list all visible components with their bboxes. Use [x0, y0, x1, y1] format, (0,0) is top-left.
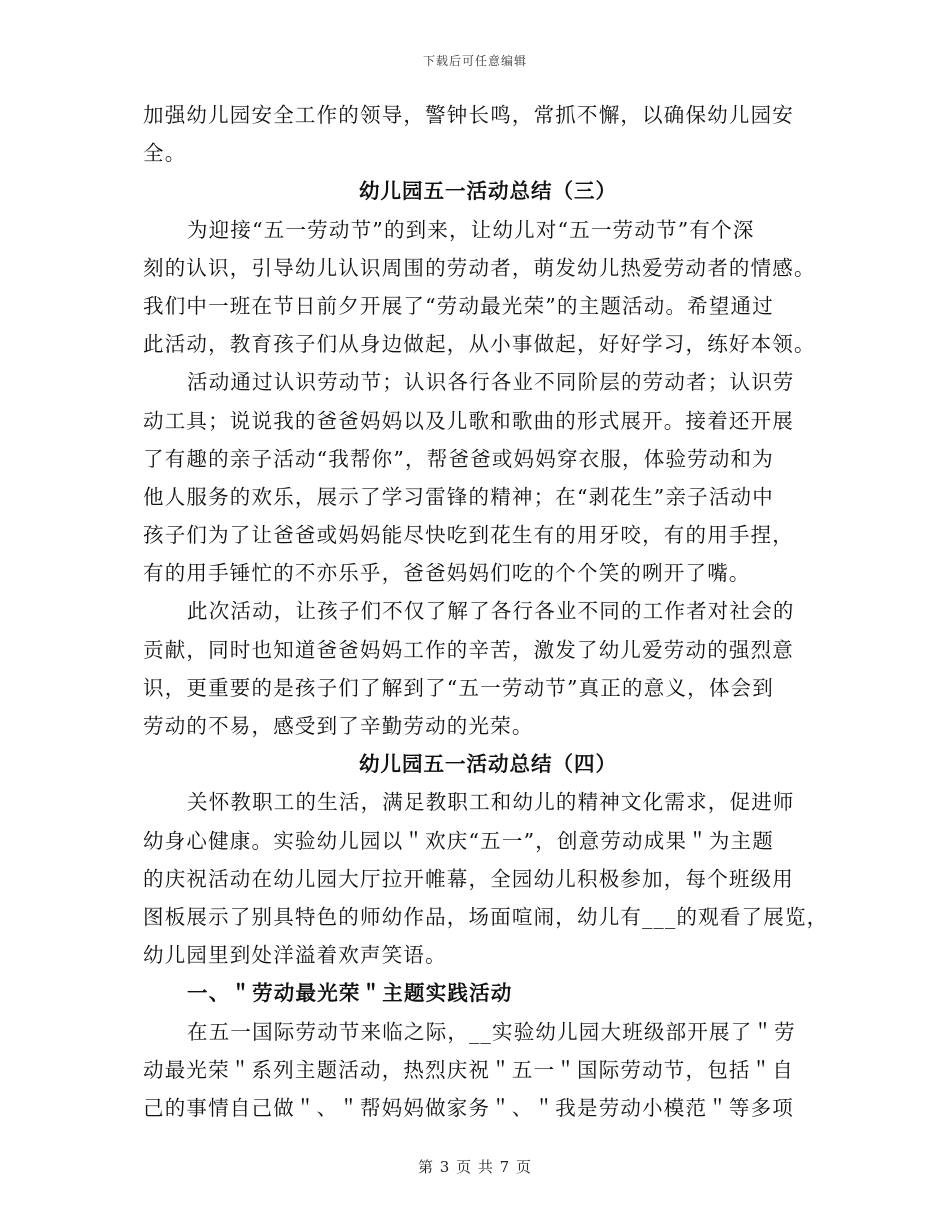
page-header: 下载后可任意编辑 [422, 54, 527, 68]
text-line: 贡献，同时也知道爸爸妈妈工作的辛苦，激发了幼儿爱劳动的强烈意 [143, 637, 794, 662]
text-line: 己的事情自己做＂、＂帮妈妈做家务＂、＂我是劳动小模范＂等多项 [143, 1095, 794, 1120]
section-heading: 幼儿园五一活动总结（四） [359, 752, 617, 777]
page-number-footer: 第 3 页 共 7 页 [418, 1158, 532, 1176]
text-line: 动最光荣＂系列主题活动，热烈庆祝＂五一＂国际劳动节，包括＂自 [143, 1057, 794, 1082]
text-line: 劳动的不易，感受到了辛勤劳动的光荣。 [143, 714, 534, 738]
text-line: 全。 [143, 141, 187, 166]
paragraph-start: 此次活动，让孩子们不仅了解了各行各业不同的工作者对社会的 [187, 599, 795, 624]
text-line: 加强幼儿园安全工作的领导，警钟长鸣，常抓不懈，以确保幼儿园安 [143, 103, 794, 127]
subsection-heading: 一、＂劳动最光荣＂主题实践活动 [187, 981, 513, 1006]
paragraph-start: 为迎接“五一劳动节”的到来，让幼儿对“五一劳动节”有个深 [187, 217, 755, 242]
text-line: 我们中一班在节日前夕开展了“劳动最光荣”的主题活动。希望通过 [143, 293, 774, 318]
text-line: 有的用手锤忙的不亦乐乎，爸爸妈妈们吃的个个笑的咧开了嘴。 [143, 561, 751, 586]
text-line: 幼身心健康。实验幼儿园以＂欢庆“五一”，创意劳动成果＂为主题 [143, 828, 774, 853]
text-line: 的庆祝活动在幼儿园大厅拉开帷幕，全园幼儿积极参加，每个班级用 [143, 866, 794, 891]
text-line: 动工具；说说我的爸爸妈妈以及儿歌和歌曲的形式展开。接着还开展 [143, 408, 794, 433]
text-line: 刻的认识，引导幼儿认识周围的劳动者，萌发幼儿热爱劳动者的情感。 [143, 255, 816, 280]
paragraph-start: 活动通过认识劳动节；认识各行各业不同阶层的劳动者；认识劳 [187, 370, 795, 395]
text-line: 孩子们为了让爸爸或妈妈能尽快吃到花生有的用牙咬，有的用手捏， [143, 523, 794, 548]
document-body [143, 96, 829, 1127]
text-line: 了有趣的亲子活动“我帮你”，帮爸爸或妈妈穿衣服，体验劳动和为 [143, 446, 774, 471]
paragraph-start: 在五一国际劳动节来临之际，__实验幼儿园大班级部开展了＂劳 [187, 1019, 796, 1044]
text-line: 识，更重要的是孩子们了解到了“五一劳动节”真正的意义，体会到 [143, 675, 774, 700]
text-line: 他人服务的欢乐，展示了学习雷锋的精神；在“剥花生”亲子活动中 [143, 484, 774, 509]
section-heading: 幼儿园五一活动总结（三） [359, 179, 617, 204]
text-line: 图板展示了别具特色的师幼作品，场面喧闹，幼儿有___的观看了展览， [143, 904, 829, 929]
paragraph-start: 关怀教职工的生活，满足教职工和幼儿的精神文化需求，促进师 [187, 790, 795, 815]
text-line: 幼儿园里到处洋溢着欢声笑语。 [143, 943, 447, 968]
text-line: 此活动，教育孩子们从身边做起，从小事做起，好好学习，练好本领。 [143, 332, 816, 357]
